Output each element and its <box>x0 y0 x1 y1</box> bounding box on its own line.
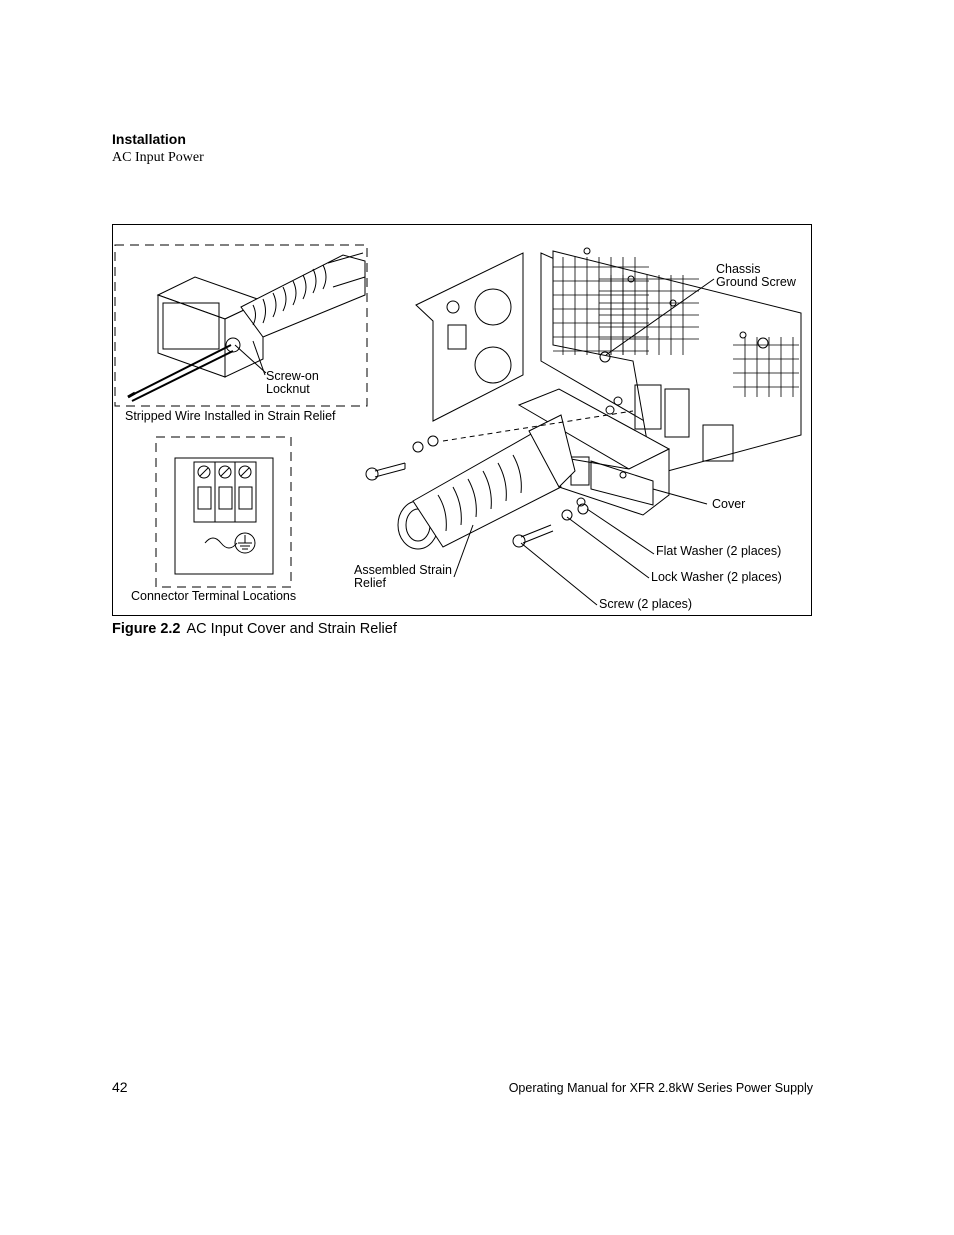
subsection-heading: AC Input Power <box>112 150 204 165</box>
label-lock-washer: Lock Washer (2 places) <box>651 570 782 584</box>
figure-number: Figure 2.2 <box>112 621 181 637</box>
label-chassis-ground-screw <box>716 263 796 289</box>
label-stripped-wire: Stripped Wire Installed in Strain Relief <box>125 409 336 423</box>
label-flat-washer: Flat Washer (2 places) <box>656 544 782 558</box>
label-line: Chassis <box>716 262 761 276</box>
connector-terminal-drawing <box>175 458 273 574</box>
label-line: Relief <box>354 576 386 590</box>
assembled-strain-relief-drawing <box>398 415 575 549</box>
page-number: 42 <box>112 1079 128 1095</box>
figure-caption-text: AC Input Cover and Strain Relief <box>186 621 397 637</box>
label-assembled-strain-relief <box>354 564 452 590</box>
connector-inset-box <box>156 437 291 587</box>
figure-frame <box>112 224 812 616</box>
label-screw: Screw (2 places) <box>599 597 693 611</box>
section-heading: Installation <box>112 131 186 147</box>
strain-relief-detail-drawing <box>128 253 365 401</box>
figure-caption <box>112 621 397 637</box>
label-line: Assembled Strain <box>354 563 452 577</box>
footer-manual-title: Operating Manual for XFR 2.8kW Series Power Supply <box>508 1081 813 1095</box>
label-connector-terminal-locations: Connector Terminal Locations <box>131 589 297 603</box>
label-line: Screw-on <box>266 369 319 383</box>
label-line: Ground Screw <box>716 275 796 289</box>
label-screw-on-locknut <box>266 370 319 396</box>
label-line: Locknut <box>266 382 310 396</box>
label-cover: Cover <box>712 497 746 511</box>
